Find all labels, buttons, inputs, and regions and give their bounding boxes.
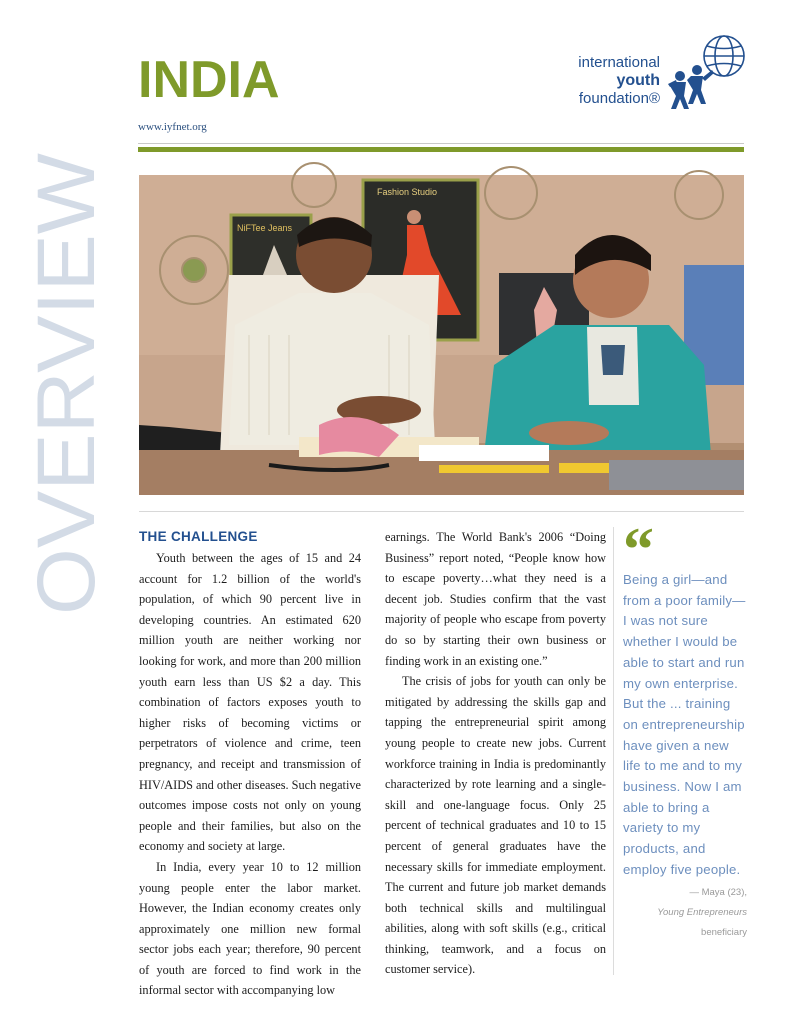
attribution-name: — Maya (23), [689, 886, 747, 898]
page-title: INDIA [138, 51, 280, 109]
header-green-rule [138, 147, 744, 152]
quote-attribution [623, 883, 747, 943]
paragraph: earnings. The World Bank's 2006 “Doing Business” report noted, “People know how to escape poverty…what they need is a decent job. Studies confirm that the vast majority of people who escape from poverty do so by starting their own business or finding work in an existing one.” [385, 530, 606, 668]
article-column-1 [139, 527, 361, 1001]
paragraph: The crisis of jobs for youth can only be mitigated by addressing the skills gap and tapping the entrepreneurial spirit among young people to create new jobs. Current workforce training in India is predominantly characterized by rote learning and a single-skill and one-language focus. Only 25 percent of technical graduates and 10 to 15 percent of general graduates have the necessary skills for immediate employment. The current and future job market demands both technical skills and multilingual abilities, along with soft skills (e.g., critical thinking, teamwork, and a focus on customer service). [385, 674, 606, 977]
attribution-organization: Young Entrepreneurs [657, 906, 747, 918]
header-thin-rule [138, 143, 744, 144]
quote-text: Being a girl—and from a poor family—I was not sure whether I would be able to start and run my own enterprise. But the ... training on entrepreneurship have given a new life to me and to my business. Now I am able to bring a variety to my products, and employ five people. [623, 572, 746, 877]
logo-line-1: international [578, 54, 660, 71]
paragraph: In India, every year 10 to 12 million young people enter the labor market. However, the Indian economy creates only approximately one million new formal sector jobs each year; therefore, 90 percent of youth are forced to find work in the informal sector with accompanying low [139, 859, 361, 998]
pull-quote [623, 516, 747, 943]
header-photo [139, 175, 744, 495]
iyf-logo [560, 34, 750, 114]
attribution-role: beneficiary [701, 926, 747, 938]
sign-center: Fashion Studio [377, 187, 438, 197]
section-heading: THE CHALLENGE [139, 529, 258, 544]
logo-line-3: foundation® [578, 90, 660, 107]
article-column-2 [385, 527, 606, 980]
globe-people-icon [664, 34, 750, 112]
overview-text: OVERVIEW [21, 174, 112, 615]
logo-line-2: youth [616, 72, 660, 89]
overview-side-label [21, 150, 112, 620]
logo-wordmark [578, 54, 660, 108]
sign-left: NiFTee Jeans [237, 223, 293, 233]
paragraph: Youth between the ages of 15 and 24 account for 1.2 billion of the world's population, of which 90 percent live in developing countries. An estimated 620 million youth are neither working nor looking for work, and more than 200 million youth earn less than US $2 a day. This combination of factors exposes youth to higher risks of becoming victims or perpetrators of violence and crime, teen pregnancy, and receipt and transmission of HIV/AIDS and other diseases. Such negative outcomes impose costs not only on young people and their families, but also on the economy and society at large. [139, 551, 361, 854]
website-url[interactable]: www.iyfnet.org [138, 121, 207, 133]
section-divider [139, 511, 744, 512]
column-divider [613, 527, 614, 975]
quote-mark-icon: “ [623, 516, 650, 584]
